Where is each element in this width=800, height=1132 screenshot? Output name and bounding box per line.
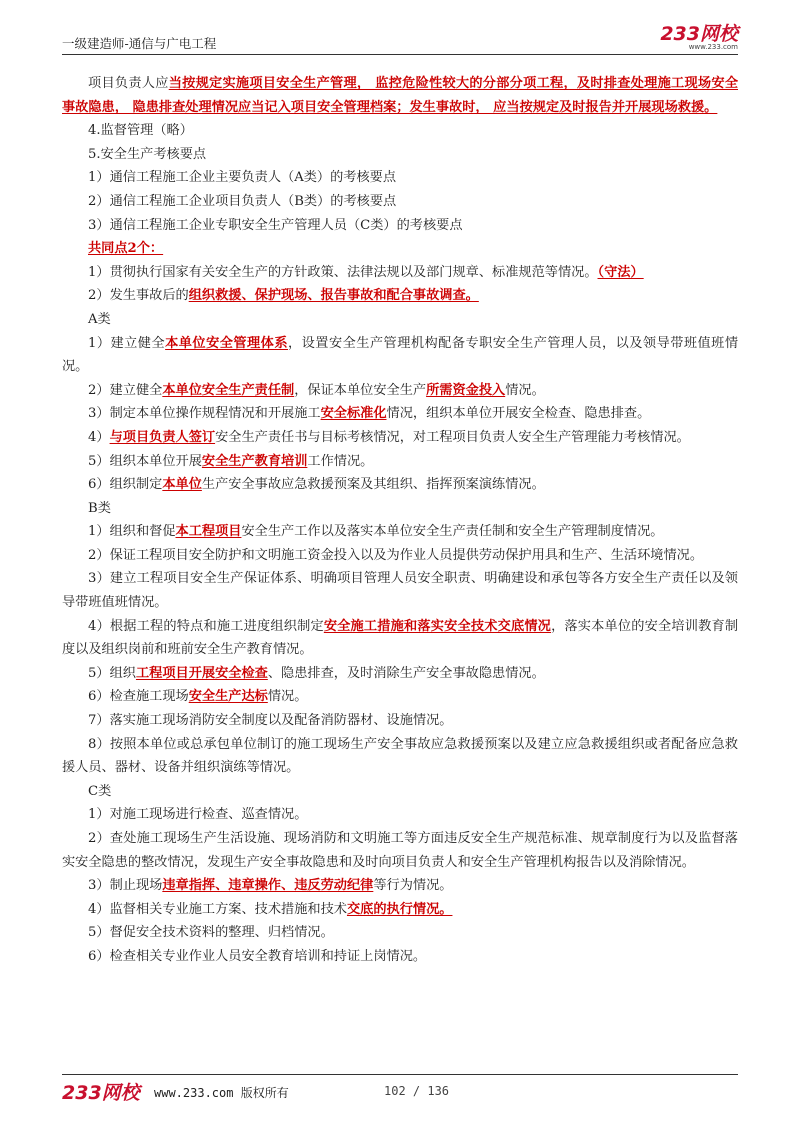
footer-logo: 233网校 (62, 1082, 140, 1104)
list-item: 6）组织制定本单位生产安全事故应急救援预案及其组织、指挥预案演练情况。 (88, 477, 545, 493)
list-item: 2）发生事故后的组织救援、保护现场、报告事故和配合事故调查。 (88, 288, 479, 304)
category-b-heading: B类 (88, 500, 111, 516)
list-item: 2）通信工程施工企业项目负责人（B类）的考核要点 (88, 193, 397, 209)
header-title: 一级建造师-通信与广电工程 (62, 36, 217, 51)
category-c-heading: C类 (88, 783, 112, 799)
list-item: 1）贯彻执行国家有关安全生产的方针政策、法律法规以及部门规章、标准规范等情况。（守法） (88, 264, 644, 280)
logo-text: 233网校 (660, 23, 738, 45)
list-item: 5）组织本单位开展安全生产教育培训工作情况。 (88, 453, 374, 469)
list-item: 1）组织和督促本工程项目安全生产工作以及落实本单位安全生产责任制和安全生产管理制度情况。 (88, 524, 664, 540)
list-item: 3）制止现场违章指挥、违章操作、违反劳动纪律等行为情况。 (88, 878, 453, 894)
page-number: 102 / 136 (384, 1084, 450, 1098)
logo-url: www.233.com (688, 43, 738, 51)
list-item: 4）监督相关专业施工方案、技术措施和技术交底的执行情况。 (88, 901, 453, 917)
list-item: 2）保证工程项目安全防护和文明施工资金投入以及为作业人员提供劳动保护用具和生产、生活环境情况。 (88, 547, 704, 563)
list-item: 1）建立健全本单位安全管理体系，设置安全生产管理机构配备专职安全生产管理人员，以及领导带班值班情况。 (62, 335, 739, 375)
list-item: 6）检查相关专业作业人员安全教育培训和持证上岗情况。 (88, 948, 427, 964)
list-item: 4）根据工程的特点和施工进度组织制定安全施工措施和落实安全技术交底情况，落实本单位的安全培训教育制度以及组织岗前和班前安全生产教育情况。 (62, 618, 739, 658)
list-item: 3）建立工程项目安全生产保证体系、明确项目管理人员安全职责、明确建设和承包等各方安全生产责任以及领导带班值班情况。 (62, 571, 738, 611)
list-item: 5）组织工程项目开展安全检查、隐患排查，及时消除生产安全事故隐患情况。 (88, 665, 545, 681)
category-a-heading: A类 (88, 311, 111, 327)
list-item: 2）查处施工现场生产生活设施、现场消防和文明施工等方面违反安全生产规范标准、规章制度行为以及监督落实安全隐患的整改情况，发现生产安全事故隐患和及时向项目负责人和安全生产管理机构报告以及消除情况。 (62, 831, 738, 870)
paragraph-project-leader: 项目负责人应当按规定实施项目安全生产管理， 监控危险性较大的分部分项工程，及时排查处理施工现场安全事故隐患， 隐患排查处理情况应当记入项目安全管理档案；发生事故时， 应当按规定及时报告并开展现场救援。 (62, 76, 739, 115)
list-item: 1）对施工现场进行检查、巡查情况。 (88, 807, 308, 823)
list-item: 3）制定本单位操作规程情况和开展施工安全标准化情况，组织本单位开展安全检查、隐患排查。 (88, 406, 651, 422)
list-item: 2）建立健全本单位安全生产责任制，保证本单位安全生产所需资金投入情况。 (88, 382, 545, 398)
section-assessment: 5.安全生产考核要点 (88, 146, 207, 162)
document-body (62, 72, 738, 969)
header-divider (62, 54, 738, 55)
common-points-heading: 共同点2个： (88, 241, 164, 257)
footer-copyright: www.233.com 版权所有 (154, 1086, 289, 1100)
page-footer (62, 1078, 738, 1104)
list-item: 7）落实施工现场消防安全制度以及配备消防器材、设施情况。 (88, 713, 453, 729)
list-item: 3）通信工程施工企业专职安全生产管理人员（C类）的考核要点 (88, 217, 463, 233)
list-item: 4）与项目负责人签订安全生产责任书与目标考核情况，对工程项目负责人安全生产管理能力考核情况。 (88, 429, 690, 445)
brand-logo (660, 24, 738, 51)
list-item: 1）通信工程施工企业主要负责人（A类）的考核要点 (88, 170, 397, 186)
list-item: 8）按照本单位或总承包单位制订的施工现场生产安全事故应急救援预案以及建立应急救援组织或者配备应急救援人员、器材、设备并组织演练等情况。 (62, 736, 738, 776)
page-header (62, 24, 738, 52)
section-supervision: 4.监督管理（略） (88, 123, 193, 139)
list-item: 5）督促安全技术资料的整理、归档情况。 (88, 925, 334, 941)
list-item: 6）检查施工现场安全生产达标情况。 (88, 689, 308, 705)
footer-divider (62, 1074, 738, 1075)
